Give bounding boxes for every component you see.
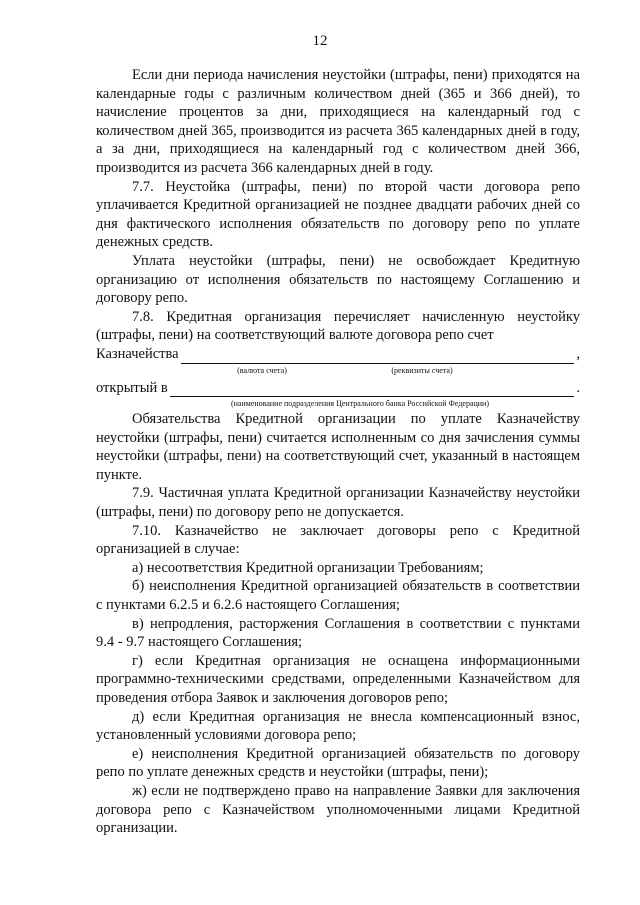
fill-line-prefix: открытый в xyxy=(96,379,168,396)
paragraph: Обязательства Кредитной организации по уплате Казначейству неустойки (штрафы, пени) считается исполненным со дня зачисления суммы неустойки (штрафы, пени) на соответствующий счет, указанный в настоящем пункте. xyxy=(96,411,580,483)
fill-line-suffix: , xyxy=(576,345,580,362)
currency-caption: (валюта счета) xyxy=(237,365,287,375)
list-item: е) неисполнения Кредитной организацией обязательств по договору репо по уплате денежных средств и неустойки (штрафы, пени); xyxy=(96,745,580,781)
fill-line-captions xyxy=(96,366,580,377)
paragraph: 7.10. Казначейство не заключает договоры репо с Кредитной организацией в случае: xyxy=(96,522,580,558)
paragraph: Уплата неустойки (штрафы, пени) не освобождает Кредитную организацию от исполнения обязательств по настоящему Соглашению и договору репо. xyxy=(96,252,580,307)
treasury-account-fill-line xyxy=(96,345,580,364)
paragraph: 7.8. Кредитная организация перечисляет начисленную неустойку (штрафы, пени) на соответствующий валюте договора репо счет xyxy=(96,308,580,344)
list-item: а) несоответствия Кредитной организации Требованиям; xyxy=(132,559,484,576)
list-item: ж) если не подтверждено право на направление Заявки для заключения договора репо с Казначейством уполномоченными лицами Кредитной организации. xyxy=(96,782,580,837)
account-details-caption: (реквизиты счета) xyxy=(391,365,453,375)
bank-division-fill-line xyxy=(96,379,580,398)
paragraph: 7.7. Неустойка (штрафы, пени) по второй части договора репо уплачивается Кредитной организацией не позднее двадцати рабочих дней со дня фактического исполнения обязательств по договору репо по уплате денежных средств. xyxy=(96,178,580,251)
page-number: 12 xyxy=(312,33,328,49)
document-body xyxy=(96,66,580,838)
list-item: в) непродления, расторжения Соглашения в соответствии с пунктами 9.4 - 9.7 настоящего Соглашения; xyxy=(96,615,580,651)
fill-line-prefix: Казначейства xyxy=(96,345,179,362)
blank-line xyxy=(170,382,575,397)
list-item: д) если Кредитная организация не внесла компенсационный взнос, установленный условиями договора репо; xyxy=(96,708,580,744)
paragraph: Если дни периода начисления неустойки (штрафы, пени) приходятся на календарные годы с различным количеством дней (365 и 366 дней), то начисление процентов за дни, приходящиеся на календарный год с количеством дней 365, производится из расчета 365 календарных дней в году, а за дни, приходящиеся на календарный год с количеством дней 366, производится из расчета 366 календарных дней в году. xyxy=(96,67,580,176)
paragraph: 7.9. Частичная уплата Кредитной организации Казначейству неустойки (штрафы, пени) по договору репо не допускается. xyxy=(96,485,580,521)
list-item: б) неисполнения Кредитной организацией обязательств в соответствии с пунктами 6.2.5 и 6.2.6 настоящего Соглашения; xyxy=(96,578,580,614)
fill-line-captions xyxy=(96,399,580,410)
blank-line xyxy=(181,349,575,364)
list-item: г) если Кредитная организация не оснащена информационными программно-техническими средствами, определенными Казначейством для проведения отбора Заявок и заключения договоров репо; xyxy=(96,652,580,706)
bank-division-caption: (наименование подразделения Центрального банка Российской Федерации) xyxy=(230,399,490,409)
fill-line-suffix: . xyxy=(576,379,580,396)
